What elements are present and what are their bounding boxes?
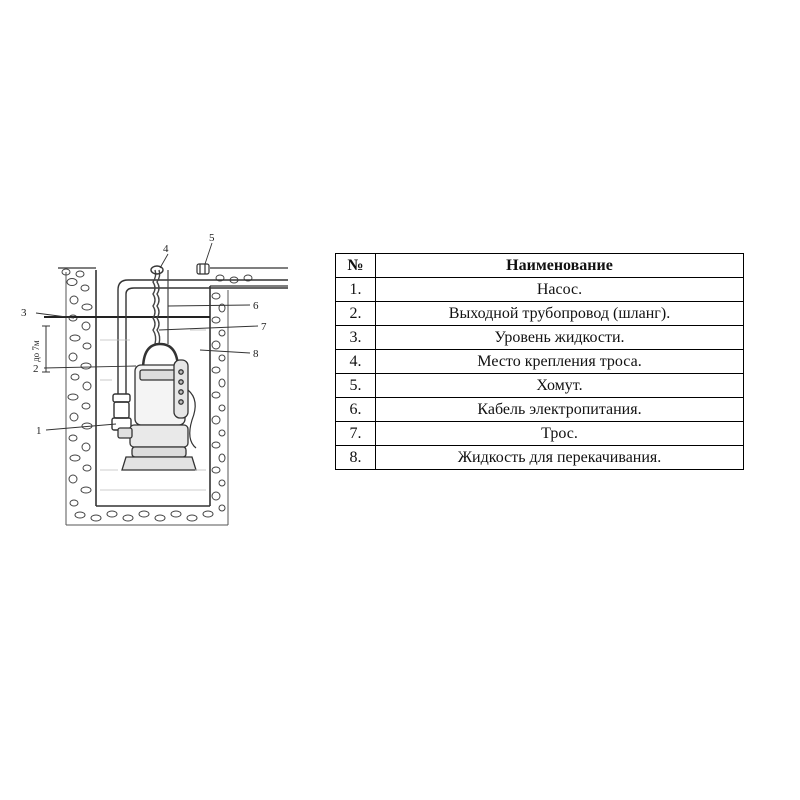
legend-row-num: 1. — [336, 278, 376, 302]
legend-row — [336, 350, 744, 374]
legend-header-name: Наименование — [376, 254, 744, 278]
callout-5: 5 — [209, 232, 215, 244]
legend-row-name: Хомут. — [376, 374, 744, 398]
legend-row — [336, 326, 744, 350]
legend-row-num: 6. — [336, 398, 376, 422]
callout-7: 7 — [261, 321, 267, 333]
legend-table — [335, 253, 744, 470]
callout-3: 3 — [21, 307, 27, 319]
legend-row-num: 3. — [336, 326, 376, 350]
legend-row-num: 5. — [336, 374, 376, 398]
depth-label: до 7м — [31, 340, 41, 362]
rope-attachment — [151, 266, 163, 274]
callout-8: 8 — [253, 348, 259, 360]
legend-row — [336, 374, 744, 398]
depth-indicator — [42, 326, 50, 372]
clamp — [197, 264, 209, 274]
legend-row — [336, 446, 744, 470]
legend-row-name: Уровень жидкости. — [376, 326, 744, 350]
legend-row-name: Трос. — [376, 422, 744, 446]
legend-row — [336, 302, 744, 326]
legend-row — [336, 398, 744, 422]
legend-row — [336, 278, 744, 302]
callout-6: 6 — [253, 300, 259, 312]
legend-row-name: Выходной трубопровод (шланг). — [376, 302, 744, 326]
legend-row-name: Жидкость для перекачивания. — [376, 446, 744, 470]
legend-row-num: 7. — [336, 422, 376, 446]
legend-row-num: 2. — [336, 302, 376, 326]
legend-row-num: 4. — [336, 350, 376, 374]
legend-header-row — [336, 254, 744, 278]
legend-header-num: № — [336, 254, 376, 278]
legend-row — [336, 422, 744, 446]
legend-row-num: 8. — [336, 446, 376, 470]
callout-1: 1 — [36, 425, 42, 437]
legend-row-name: Насос. — [376, 278, 744, 302]
legend-row-name: Место крепления троса. — [376, 350, 744, 374]
legend-row-name: Кабель электропитания. — [376, 398, 744, 422]
callout-2: 2 — [33, 363, 39, 375]
rope — [153, 270, 160, 344]
callout-4: 4 — [163, 243, 169, 255]
